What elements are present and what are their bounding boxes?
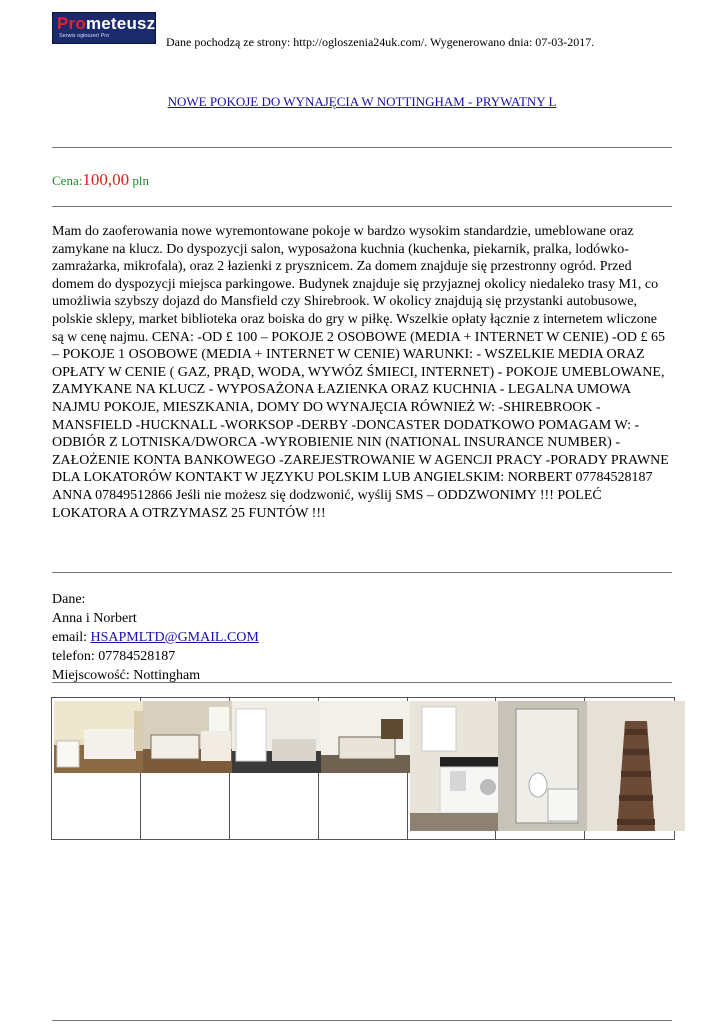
staircase-photo[interactable]: [587, 701, 685, 831]
gallery-cell[interactable]: [585, 698, 674, 839]
bedroom-photo[interactable]: [232, 701, 330, 773]
bathroom-photo[interactable]: [498, 701, 596, 831]
location-value: Nottingham: [133, 668, 201, 683]
gallery-cell[interactable]: [141, 698, 230, 839]
email-label: email:: [52, 630, 91, 645]
listing-description: Mam do zaoferowania nowe wyremontowane pokoje w bardzo wysokim standardzie, umeblowane oraz zamykane na klucz. Do dyspozycji salon, wyposażona kuchnia (kuchenka, piekarnik, pralka, lodówko-zamrażarka, mikrofala), oraz 2 łazienki z prysznicem. Za domem znajduje się przestronny ogród. Przed domem do dyspozycji miejsca parkingowe. Budynek znajduje się przyjaznej okolicy niedaleko trasy M1, co umożliwia szybszy dojazd do Mansfield czy Shirebrook. W okolicy znajdują się przystanki autobusowe, polskie sklepy, market biblioteka oraz boiska do gry w piłkę. Wszelkie opłaty łącznie z internetem wliczone są w cenę najmu. CENA: -OD £ 100 – POKOJE 2 OSOBOWE (MEDIA + INTERNET W CENIE) -OD £ 65 – POKOJE 1 OSOBOWE (MEDIA + INTERNET W CENIE) WARUNKI: - WSZELKIE MEDIA ORAZ OPŁATY W CENIE ( GAZ, PRĄD, WODA, WYWÓZ ŚMIECI, INTERNET) - POKOJE UMEBLOWANE, ZAMYKANE NA KLUCZ - WYPOSAŻONA ŁAZIENKA ORAZ KUCHNIA - LEGALNA UMOWA NAJMU POKOJE, MIESZKANIA, DOMY DO WYNAJĘCIA RÓWNIEŻ W: -SHIREBROOK -MANSFIELD -HUCKNALL -WORKSOP -DERBY -DONCASTER DODATKOWO POMAGAM W: -ODBIÓR Z LOTNISKA/DWORCA -WYROBIENIE NIN (NATIONAL INSURANCE NUMBER) -ZAŁOŻENIE KONTA BANKOWEGO -ZAREJESTROWANIE W AGENCJI PRACY -PORADY PRAWNE DLA LOKATORÓW KONTAKT W JĘZYKU POLSKIM LUB ANGIELSKIM: NORBERT 07784528187 ANNA 07849512866 Jeśli nie możesz się dodzwonić, wyślij SMS – ODDZWONIMY !!! POLEĆ LOKATORA A OTRZYMASZ 25 FUNTÓW !!!: [52, 224, 669, 521]
listing-title[interactable]: NOWE POKOJE DO WYNAJĘCIA W NOTTINGHAM - PRYWATNY L: [167, 94, 557, 109]
phone-label: telefon:: [52, 649, 99, 664]
logo-tagline: Serwis ogłoszeń Pro: [59, 33, 110, 39]
location-label: Miejscowość:: [52, 668, 134, 683]
gallery-cell[interactable]: [496, 698, 585, 839]
price-value: 100,00: [82, 170, 130, 189]
gallery-cell[interactable]: [52, 698, 141, 839]
contact-heading: Dane:: [52, 592, 86, 607]
divider: [52, 1020, 672, 1021]
photo-gallery: [51, 697, 675, 840]
divider: [52, 147, 672, 148]
contact-section: [52, 590, 672, 685]
price-currency: pln: [132, 173, 149, 188]
logo-wordmark: Prometeusz: [57, 14, 156, 33]
contact-name: Anna i Norbert: [52, 611, 137, 626]
divider: [52, 572, 672, 573]
page-header: [52, 12, 672, 50]
gallery-cell[interactable]: [319, 698, 408, 839]
price: [52, 170, 149, 190]
prometeusz-logo[interactable]: [52, 12, 156, 44]
contact-email-row: [52, 628, 672, 647]
divider: [52, 206, 672, 207]
phone-value: 07784528187: [98, 649, 176, 664]
kitchen-photo[interactable]: [410, 701, 508, 831]
bedroom-photo[interactable]: [54, 701, 152, 773]
bedroom-photo[interactable]: [143, 701, 241, 773]
divider: [52, 682, 672, 683]
email-link[interactable]: HSAPMLTD@GMAIL.COM: [90, 630, 259, 645]
gallery-cell[interactable]: [230, 698, 319, 839]
bedroom-photo[interactable]: [321, 701, 419, 773]
contact-phone-row: [52, 647, 672, 666]
price-label: Cena:: [52, 173, 83, 188]
gallery-cell[interactable]: [408, 698, 497, 839]
source-note: Dane pochodzą ze strony: http://ogloszenia24uk.com/. Wygenerowano dnia: 07-03-2017.: [166, 35, 595, 49]
